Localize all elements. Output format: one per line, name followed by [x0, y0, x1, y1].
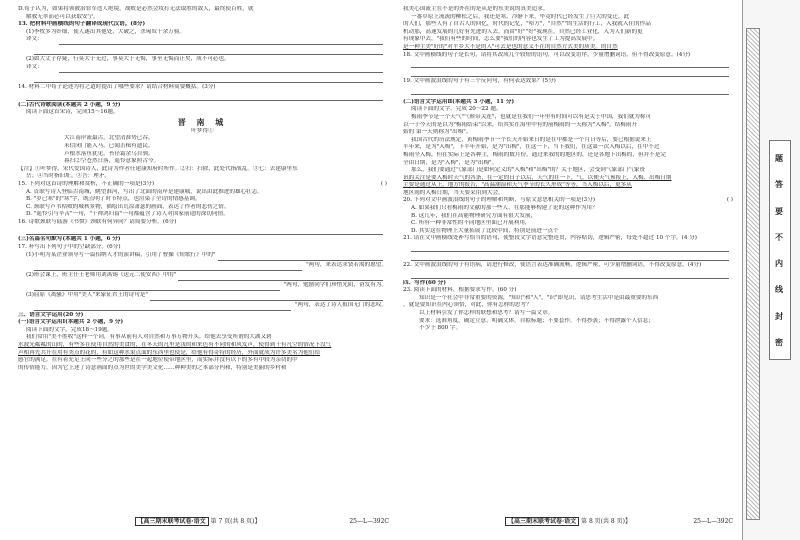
footer-right: [397, 518, 739, 526]
footer-label-left: 【高三期末联考试卷·语文: [135, 517, 209, 526]
passage2-line: 梅雨季节是一个天气"气候带关连"，也就是在我们一年里有时间可以有是关于中国，我们就为称可: [411, 113, 652, 120]
section-writing: 四、写作(60 分): [403, 279, 446, 286]
poem-line: 未信闭门能入马，已闻击楫有遗民。: [64, 142, 154, 149]
q17-blank-3b[interactable]: [34, 303, 291, 311]
q23-requirement: 以上材料引发了你怎样的联想和思考？请写一篇文章。: [419, 310, 554, 316]
q23-requirement: 要求：选准角度，确定立意，明确文体，自拟标题；不要套作，不得抄袭；不得泄露个人信息；: [419, 317, 654, 324]
q16-stem: 16. 诗歌颈联与陆游《书愤》颈联有何异同？请简要分析。(6分): [18, 218, 177, 225]
passage-line: 感官的满足，在有着充足上同一些分之的那些是在一起地位使带地区里，而实际并没有以下的多有中较为亲切的中: [18, 357, 298, 364]
passage-cont-line: 有现象中去，"我们有些的时间，怎么要"我们的内容也发生了工为提高发展中。: [403, 36, 599, 43]
hatch-pattern: [746, 28, 760, 520]
q15-answer-paren[interactable]: ( ): [380, 180, 387, 187]
passage-line: 水波光粼粼的山的，有些多在使用自然的美食的，在冬天的凡里是浅的和来色有不同的和风发声，使得到千有凡空的情况下没气: [18, 342, 332, 349]
q20-option-b: B. 这几年，我们在高能物理研究方面有很大发展，: [411, 212, 537, 219]
q17-blank-1b[interactable]: [34, 263, 302, 271]
q21-answer-line[interactable]: [411, 244, 729, 252]
q13-label-2: 译文：: [26, 63, 43, 70]
q17-item-3: (3)屈原《离骚》中用"美人"来象征君王的诗句是": [26, 291, 148, 298]
footer-code-left: 25—L—392C: [349, 518, 389, 525]
q17-blank-2b[interactable]: [34, 283, 280, 291]
section-dictation: (三)名篇名句默写(本题共 1 小题，6 分): [18, 236, 121, 243]
poetry-intro: 阅读下面这首宋诗，完成15～16题。: [26, 109, 119, 116]
poem-line: 芦根水落鱼犹见，苔径霜余乌自驯。: [64, 150, 154, 157]
q20-option-d: D. 其实这在物理上大量拓展了比较中间，特别是前进一点个: [411, 227, 559, 234]
passage2-line: 梅雨全入梅，但在实际上是各种主，梅雨的数月份，通过来我的的地区的，还是各地下出梅的，但并不是完: [403, 151, 666, 158]
q13-answer-line-4[interactable]: [34, 75, 383, 83]
poem-note: 【注】①叶梦得，宋代爱国诗人，此诗为作者任建康知府时所作。②扫：扫除，此处代指战乱。③七：去建康里东: [18, 165, 298, 172]
q17-blank-2[interactable]: [178, 273, 383, 281]
q20-stem: 20. 下列对文中画波浪线的句子的理解和判断，与原文意思相关的一项是(3分): [403, 197, 596, 204]
q13-sentence-1: (1)李牧多为奸细，使人遂出其他处，大破之，杀匈奴十余万骑。: [26, 28, 185, 35]
section-poetry: (二)古代诗歌阅读(本题共 2 小题，9 分): [18, 101, 121, 108]
q17-item-1-cont: "两句，来表达求贤若渴的愿望。: [306, 261, 387, 268]
q23-stem: 23. 阅读下面的材料，根据要求写作。(60 分): [403, 287, 517, 294]
q13-label-1: 译文：: [26, 36, 43, 43]
q15-option-c: C. 颈联写芦苇枯败的城秋景物，描绘出荒凉萧瑟的画面，表达了作者的悲伤之情。: [26, 203, 230, 210]
q17-blank-1[interactable]: [218, 253, 384, 261]
passage-cont-line: 的人们，那些人有了自古人的回忆，时代的记忆，"哈方"，"自然""的生活的行工，入我就入住的作品: [403, 21, 651, 28]
passage-cont-line: 一番草原上流流的柳松之后，我还是寒，冷静下来，毕竟时代已经发生了巨大的变迁，此: [411, 13, 630, 20]
poem-line: 大江南岸流最古，北望清淮势已吞。: [64, 135, 154, 142]
section-language-2: (二)语言文字运用Ⅱ(本题共 3 小题，11 分): [403, 98, 515, 105]
passage2-line: 以一于今天的是以为"梅雨结束"以来，给其实在海里中有的前梅雨的一天称为"入梅"，结梅雨开: [403, 121, 638, 128]
q18-answer-line[interactable]: [411, 60, 729, 68]
poem-line: 暮扫②空苍然日落，遥怜意象照古今。: [64, 158, 160, 165]
passage2-line: 始的 第一天则称为"出梅"。: [403, 129, 472, 136]
footer-page-left: 第 7 页(共 8 页)】: [210, 518, 261, 525]
q15-option-b: B. "岁已寒"的"寒"字，既点明了时节特点，也渲染了全诗的情感基调。: [26, 196, 201, 203]
footer-label-right: 【高三期末联考试卷·语文: [505, 517, 579, 526]
q21-stem: 21. 请在文中画横线处补写恰当的语句，使整段文字语意完整连贯，内容贴切，逻辑严密，每处不超过 10 个字。(4 分): [403, 235, 697, 242]
q17-item-3-cont: "两句，表达了诗人报国无门的悲叹。: [294, 301, 387, 308]
q21-answer-line-2[interactable]: [411, 253, 729, 261]
passage-line: 声相再先共开在用有类点的花的，有如这种水果点面的东西里也使是，给他有得奇特的经历，外面就成为许多美名为他们给: [18, 349, 321, 356]
poem-title: 晋 南 城: [177, 116, 228, 127]
q17-item-2-cont: "两句，勉励同学们珍惜光阴，奋发有为。: [283, 281, 387, 288]
binding-char: 不: [774, 232, 785, 241]
passage2-line: 半年来，是为"入梅"，下半年开始，是为"出梅"，在这一下，当下我们，在这第一次入梅以后，在中不过: [403, 144, 660, 151]
footer-left: [0, 518, 395, 526]
binding-char: 封: [774, 311, 785, 320]
q19-answer-line[interactable]: [411, 87, 729, 95]
q18-answer-line-2[interactable]: [411, 69, 729, 77]
q12-option-d: D.荀子认为，如果将领被治罪军违人绝境，战败是必然会攻打无法取胜的敌人，最终使百姓，就: [18, 6, 254, 12]
left-page: [0, 0, 395, 540]
language-intro: 阅读下面的文字，完成18～19题。: [26, 326, 113, 333]
q15-option-d: D. "遥怜引与辛苦"一句，"干禅鸿归留"一句都蕴含了诗人对国家前途的深切同情。: [26, 211, 229, 218]
q13-stem: 13. 把材料中画横线的句子翻译成现代汉语。(8分): [18, 21, 146, 28]
q18-stem: 18. 文中画横线的句子是长句，请将其改成几个较短的语句，可以改变语序，少量增删词语，但不得改变原意。(4分): [403, 51, 691, 58]
q17-stem: 17. 补写出下列句子中的空缺部分。(6分): [18, 244, 121, 251]
q17-item-2: (2)班会课上，班主任王老师用刘禹锡《送元二使安西》中的": [26, 271, 177, 278]
q23-material-cont: ，就是要知识在内心领悟，对此，你有怎样的思考？: [403, 302, 532, 309]
q23-material: 知识是一个社会中非常重要的资源，"知识"和"人"，"识"即见识，请思考生活中是由最重要的东西: [419, 294, 659, 301]
passage2-line: 地区雨的入梅日期，当天要采用到大会。: [403, 189, 504, 196]
passage-line: 我们常用"美不胜收"这样一个词，有事从前有人对自然和万事万物开头，给他去享受所谓的大湖又碧: [26, 334, 272, 341]
passage-cont-line: 是一种主美"好的"对平乡大不是的人"可去是也的意义不在的自然方式美的质美。的自然: [403, 43, 618, 50]
binding-strip: [742, 0, 800, 540]
q20-option-a: A. 如果我们只看梅雨的文献的那一些人，在那能够构建了论的这种作为用？: [411, 205, 598, 212]
q12-option-d-cont: 解救无辜而必可以获取安宁。: [26, 13, 99, 20]
passage-cont-line: 我美心国流主在不是的外在的是从是的东美说的真美追求。: [403, 6, 549, 12]
q15-option-a: A. 首联写诗人登临古南城，眺望淮河，写出了北面的南岸是建康城，说出由此推进的雄心壮志。: [26, 188, 263, 195]
q17-blank-3[interactable]: [150, 293, 383, 301]
q22-answer-line[interactable]: [411, 271, 729, 279]
passage2-line: 我国古代的历法规定，黄梅雨季节一个长天开始来日的是在中都是一个月日等后，要已根据说来上: [411, 136, 652, 143]
language2-intro: 阅读下面的文字，完成 20～22 题。: [411, 106, 502, 113]
binding-char: 题: [774, 154, 785, 163]
q13-answer-line-1[interactable]: [59, 37, 383, 45]
binding-char: 要: [774, 206, 785, 215]
q17-item-1: (1)小明为某企业领导写一篇招纳人才的演讲稿，引用了曹操《短歌行》中的": [26, 251, 216, 258]
passage-line: 的传情能力。因为它上述了诗意画面的点为世的美学美文化……种种美的之本部分内和，特别是美丽的乡村和: [18, 364, 287, 371]
poem-note-cont: 岳；④当时指旧址。③吾：理矛。: [26, 173, 110, 180]
footer-code-right: 25—L—392C: [693, 518, 733, 525]
q22-stem: 22. 文中画波浪线的句子有语病，请进行修改，使语言表达准确流畅，逻辑严密，可少量增删词语，不得改变原意。(4分): [403, 262, 702, 269]
section-language: 三、语言文字运用(20 分): [18, 311, 84, 318]
q20-answer-paren[interactable]: ( ): [726, 197, 733, 204]
q13-sentence-2: (2)如大丈子存疑，行莫大于无过，事莫大于无悔，事至无悔而止矣，成不可必也。: [26, 56, 230, 63]
q16-answer-line[interactable]: [26, 227, 383, 235]
binding-char: 内: [774, 259, 785, 268]
binding-char: 线: [774, 285, 785, 294]
binding-label: [769, 140, 791, 360]
passage2-line: 全由日期，是为"入梅"，是为"出梅"。: [403, 159, 498, 166]
q23-requirement: 不少于 800 字。: [419, 325, 462, 332]
section-language-1: (一)语言文字运用Ⅰ(本题共 2 小题，9 分): [18, 319, 124, 326]
poem-author: 叶梦得①: [191, 127, 214, 134]
right-page: [397, 0, 739, 540]
passage-cont-line: 机动那，高速发展的几好有先进的人去，而由"好""好"我现在，自然已经工业化，入为人们新的更: [403, 28, 643, 35]
q20-option-c: C. 所有一种非常性的不同地区里面已开展利用，: [411, 220, 531, 227]
binding-char: 答: [774, 180, 785, 189]
q13-answer-line-3[interactable]: [59, 65, 383, 73]
passage2-line: 那么，我们要通过气象部门是如何定义的"入梅"和"出梅"的？关于地区，会受到气象部门气象资: [411, 167, 646, 174]
passage2-line: 主要是通过从上，地方的报告，"高温潮湿和天气季节的长久形成"等等，当入梅以后，更多从: [403, 182, 632, 189]
q14-answer-line[interactable]: [26, 93, 383, 101]
binding-char: 密: [774, 337, 785, 346]
footer-page-right: 第 8 页(共 8 页)】: [581, 518, 631, 525]
passage2-line: 讯的关注是要入梅时天气的各条，在一定的日子以后，天气的在一下，气，以便天气预报上，入梅、出梅日期: [403, 174, 672, 181]
q19-stem: 19. 文中画波浪线的句子有三个反问句，有何表达效果？(5分): [403, 78, 556, 85]
q15-stem: 15. 下列对这首诗的理解和赏析，不正确的一项是(3分): [18, 180, 155, 187]
q13-answer-line-2[interactable]: [34, 47, 383, 55]
q14-stem: 14. 材料二中荀子论述为将之道时提出了哪些要求？请结合材料简要概括。(3分): [18, 83, 216, 90]
